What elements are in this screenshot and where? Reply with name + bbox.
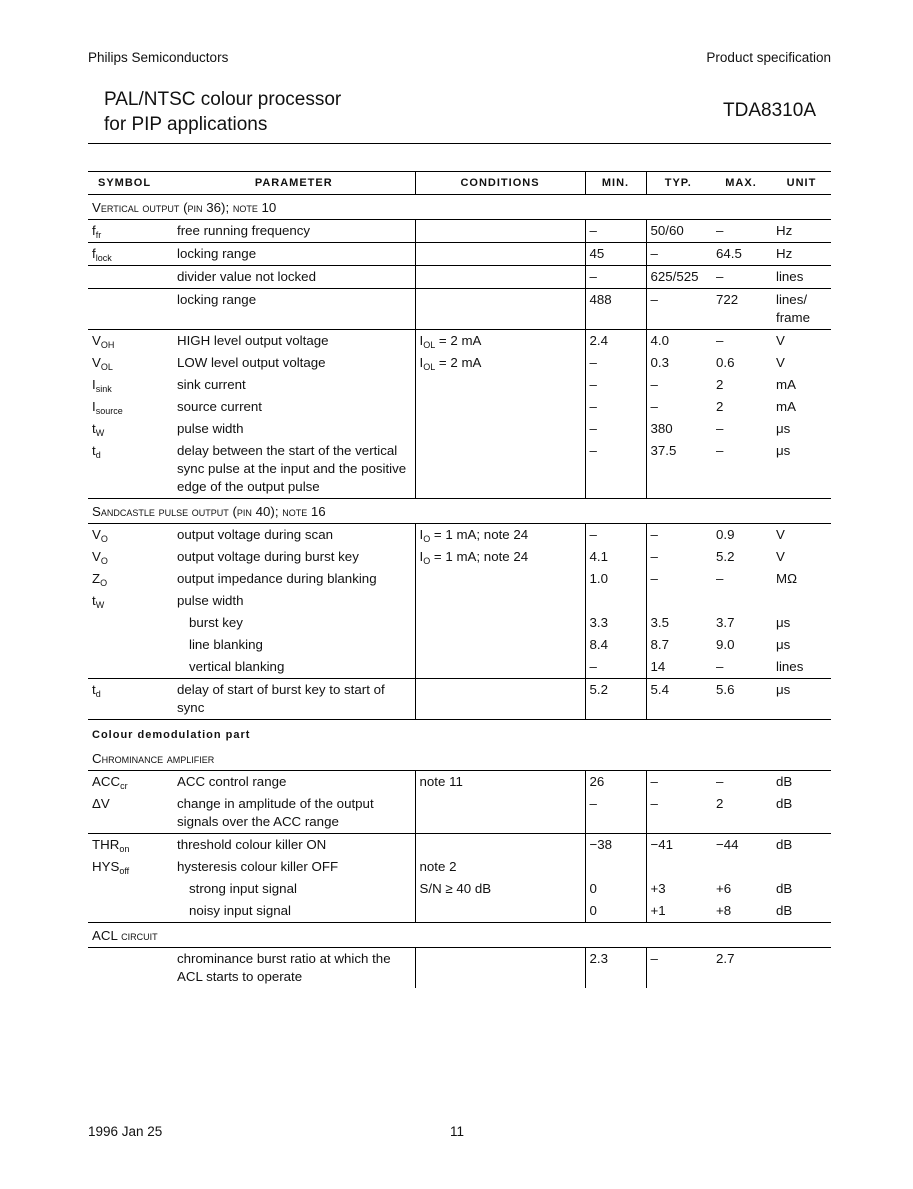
cell-max: 722 [710,289,772,330]
cell-symbol [88,524,173,547]
table-row [88,612,831,634]
cell-symbol [88,266,173,289]
cell-typ: – [646,546,710,568]
cell-conditions [415,289,585,330]
section-vertical-output [88,195,831,220]
cell-min: – [585,374,646,396]
symbol-subscript: O [100,534,108,544]
symbol-subscript: W [95,428,105,438]
symbol-text: f [92,223,96,238]
symbol-text: HYS [92,859,120,874]
cell-typ: 8.7 [646,634,710,656]
col-typ: TYP. [646,172,710,195]
table-row [88,440,831,499]
cell-conditions [415,834,585,857]
cell-parameter: output voltage during burst key [177,549,359,564]
cell-symbol [88,374,173,396]
cell-symbol [88,634,173,656]
cell-parameter: line blanking [189,637,263,652]
symbol-text: V [92,355,101,370]
symbol-text: THR [92,837,120,852]
cell-conditions [415,878,585,900]
cell-min: – [585,440,646,499]
cell-symbol [88,900,173,923]
cell-min: – [585,656,646,679]
cell-max: 2.7 [716,951,735,966]
cell-max: 2 [716,399,724,414]
cell-unit: dB [776,881,793,896]
cell-parameter: HIGH level output voltage [173,330,415,353]
cell-unit: mA [776,377,796,392]
cell-unit: mA [776,399,796,414]
cell-typ: – [646,243,710,266]
cell-parameter: locking range [173,289,415,330]
cell-unit: V [772,330,831,353]
cell-conditions [415,546,585,568]
conditions-text: I [419,355,424,370]
cell-typ: 5.4 [646,679,710,720]
symbol-subscript: d [95,450,101,460]
page-number: 11 [450,1124,465,1139]
table-row [88,546,831,568]
cell-parameter: delay between the start of the vertical sync pulse at the input and the positive edge of the output pulse [177,443,407,494]
cell-min: 3.3 [585,612,646,634]
symbol-text: ΔV [92,796,110,811]
cell-symbol [88,793,173,834]
symbol-subscript: source [95,406,123,416]
table-row [88,590,831,612]
cell-conditions [415,374,585,396]
conditions-rest: = 2 mA [435,333,482,348]
cell-unit: μs [776,637,791,652]
cell-min: 2.3 [585,948,646,989]
cell-parameter: divider value not locked [173,266,415,289]
table-row [88,396,831,418]
table-row [88,266,831,289]
cell-parameter: noisy input signal [189,903,292,918]
cell-unit [772,856,831,878]
cell-symbol [88,440,173,499]
header-company: Philips Semiconductors [88,50,229,65]
cell-symbol [88,612,173,634]
cell-unit [772,948,831,989]
cell-symbol [88,289,173,330]
cell-parameter: threshold colour killer ON [173,834,415,857]
table-row [88,793,831,834]
cell-max: 0.9 [716,527,735,542]
section-title: Chrominance amplifier [88,746,831,771]
cell-max: – [716,223,724,238]
title-line-1: PAL/NTSC colour processor [104,89,342,110]
cell-min: 5.2 [585,679,646,720]
cell-typ [646,856,710,878]
symbol-text: t [92,421,96,436]
cell-typ: – [646,793,710,834]
table-row [88,771,831,794]
document-title [104,87,341,137]
cell-typ: +1 [646,900,710,923]
cell-max: 3.7 [716,615,735,630]
cell-conditions [415,634,585,656]
cell-symbol [88,220,173,243]
cell-parameter: free running frequency [177,223,311,238]
cell-min: 4.1 [585,546,646,568]
section-title: Colour demodulation part [88,720,831,747]
symbol-text: I [92,377,96,392]
cell-min: 1.0 [585,568,646,590]
header-doc-type: Product specification [706,50,831,65]
symbol-subscript: sink [95,384,112,394]
cell-unit: V [776,527,785,542]
cell-parameter: pulse width [177,421,244,436]
symbol-text: V [92,527,101,542]
table-header-row [88,172,831,195]
cell-parameter: change in amplitude of the output signals over the ACC range [177,796,374,829]
col-unit: UNIT [772,172,831,195]
cell-conditions [415,352,585,374]
cell-unit: μs [776,421,791,436]
cell-symbol [88,243,173,266]
cell-typ: 3.5 [646,612,710,634]
cell-typ: 14 [646,656,710,679]
cell-parameter: delay of start of burst key to start of sync [173,679,415,720]
cell-max: 5.6 [710,679,772,720]
cell-typ [646,590,710,612]
cell-unit: μs [776,615,791,630]
cell-typ: 4.0 [646,330,710,353]
col-conditions: CONDITIONS [415,172,585,195]
cell-min: 0 [585,878,646,900]
table-row [88,948,831,989]
cell-symbol [88,396,173,418]
cell-symbol [88,568,173,590]
table-row [88,900,831,923]
cell-max: – [716,443,724,458]
cell-max: −44 [710,834,772,857]
cell-typ: – [646,374,710,396]
cell-conditions [415,524,585,547]
table-row [88,220,831,243]
col-parameter: PARAMETER [173,172,415,195]
cell-unit: lines [776,659,804,674]
cell-symbol [88,352,173,374]
conditions-subscript: OL [423,362,436,372]
table-row [88,878,831,900]
cell-typ: – [646,524,710,547]
symbol-text: I [92,399,96,414]
section-title: Vertical output (pin 36); note 10 [88,195,831,220]
cell-max: 2 [716,796,724,811]
cell-max: – [710,330,772,353]
cell-symbol [88,418,173,440]
symbol-subscript: OH [100,340,115,350]
cell-max: – [716,659,724,674]
cell-typ: – [646,771,710,794]
symbol-text: ACC [92,774,121,789]
symbol-text: V [92,549,101,564]
cell-conditions [415,266,585,289]
cell-unit: Hz [772,243,831,266]
cell-typ: −41 [646,834,710,857]
conditions-subscript: OL [423,340,436,350]
cell-min [585,590,646,612]
cell-parameter: output impedance during blanking [177,571,377,586]
cell-conditions [415,793,585,834]
cell-min: −38 [585,834,646,857]
cell-max: 0.6 [716,355,735,370]
cell-max: – [716,774,724,789]
conditions-text: note 2 [419,859,457,874]
cell-parameter: pulse width [177,593,244,608]
cell-min: 488 [585,289,646,330]
cell-max: 9.0 [716,637,735,652]
table-row [88,352,831,374]
cell-unit: dB [776,796,793,811]
section-chrominance-amplifier [88,746,831,771]
cell-unit: Hz [776,223,793,238]
section-acl-circuit [88,923,831,948]
cell-unit: lines/ frame [772,289,831,330]
cell-unit: dB [776,774,793,789]
cell-max: 2 [716,377,724,392]
table-row [88,656,831,679]
symbol-subscript: OL [100,362,113,372]
cell-max: – [716,571,724,586]
table-row [88,679,831,720]
symbol-subscript: cr [120,781,128,791]
symbol-subscript: O [100,578,108,588]
symbol-subscript: off [119,866,130,876]
cell-typ: 625/525 [646,266,710,289]
cell-unit [772,590,831,612]
cell-max: 64.5 [710,243,772,266]
cell-min [585,856,646,878]
cell-unit: μs [772,679,831,720]
cell-symbol [88,679,173,720]
table-row [88,568,831,590]
table-row [88,834,831,857]
cell-min: – [585,396,646,418]
cell-typ: 37.5 [646,440,710,499]
conditions-rest: = 2 mA [435,355,482,370]
cell-conditions [415,612,585,634]
table-row [88,289,831,330]
conditions-text: note 11 [419,774,463,789]
table-row [88,418,831,440]
symbol-text: V [92,333,101,348]
header-rule [88,143,831,144]
cell-typ: – [646,948,710,989]
cell-unit: V [776,549,785,564]
cell-unit: MΩ [776,571,798,586]
conditions-text: I [419,527,424,542]
cell-parameter: hysteresis colour killer OFF [177,859,339,874]
conditions-text: I [419,549,424,564]
cell-typ: – [646,568,710,590]
table-row [88,634,831,656]
cell-symbol [88,771,173,794]
cell-typ: +3 [646,878,710,900]
cell-conditions [415,771,585,794]
cell-min: – [585,524,646,547]
cell-parameter: strong input signal [189,881,297,896]
part-number: TDA8310A [723,100,816,121]
cell-typ: 50/60 [646,220,710,243]
cell-conditions [415,900,585,923]
cell-min: 45 [585,243,646,266]
cell-unit: μs [776,443,791,458]
cell-max: – [716,421,724,436]
cell-parameter: output voltage during scan [177,527,333,542]
cell-max: +8 [716,903,732,918]
section-sandcastle-output [88,499,831,524]
cell-conditions [415,220,585,243]
section-title: ACL circuit [88,923,831,948]
cell-conditions [415,679,585,720]
symbol-text: t [92,682,96,697]
symbol-text: t [92,593,96,608]
cell-min: 2.4 [585,330,646,353]
cell-min: – [585,352,646,374]
cell-conditions [415,856,585,878]
cell-max: – [710,266,772,289]
symbol-subscript: fr [95,230,102,240]
section-colour-demodulation [88,720,831,747]
cell-conditions [415,330,585,353]
table-row [88,330,831,353]
conditions-text: S/N ≥ 40 dB [419,881,492,896]
cell-conditions [415,948,585,989]
cell-conditions [415,243,585,266]
cell-parameter: ACC control range [177,774,287,789]
conditions-text: I [419,333,424,348]
cell-typ: 380 [646,418,710,440]
cell-min: 8.4 [585,634,646,656]
title-line-2: for PIP applications [104,114,268,135]
col-max: MAX. [710,172,772,195]
cell-symbol [88,546,173,568]
cell-conditions [415,440,585,499]
cell-parameter: source current [177,399,262,414]
cell-parameter: vertical blanking [189,659,285,674]
cell-min: – [585,220,646,243]
symbol-subscript: d [95,689,101,699]
symbol-subscript: on [119,844,130,854]
symbol-subscript: O [100,556,108,566]
cell-unit: dB [776,903,793,918]
cell-max: 5.2 [716,549,735,564]
cell-symbol [88,590,173,612]
cell-max: +6 [716,881,732,896]
symbol-text: Z [92,571,101,586]
cell-symbol [88,856,173,878]
cell-conditions [415,418,585,440]
cell-min: – [585,418,646,440]
conditions-subscript: O [423,534,431,544]
cell-min: – [585,793,646,834]
cell-unit: dB [772,834,831,857]
cell-parameter: chrominance burst ratio at which the ACL starts to operate [177,951,391,984]
cell-symbol [88,330,173,353]
cell-max [710,856,772,878]
cell-parameter: burst key [189,615,243,630]
cell-parameter: sink current [177,377,246,392]
cell-symbol [88,948,173,989]
table-row [88,243,831,266]
cell-conditions [415,396,585,418]
cell-symbol [88,878,173,900]
cell-parameter: locking range [173,243,415,266]
cell-conditions [415,590,585,612]
symbol-text: f [92,246,96,261]
col-min: MIN. [585,172,646,195]
cell-conditions [415,568,585,590]
cell-typ: – [646,396,710,418]
characteristics-table [88,171,831,988]
table-row [88,374,831,396]
cell-unit: lines [772,266,831,289]
cell-typ: 0.3 [646,352,710,374]
col-symbol: SYMBOL [88,172,173,195]
section-title: Sandcastle pulse output (pin 40); note 16 [88,499,831,524]
conditions-rest: = 1 mA; note 24 [430,549,529,564]
table-row [88,856,831,878]
symbol-subscript: W [95,600,105,610]
cell-unit: V [776,355,785,370]
cell-symbol [88,656,173,679]
cell-typ: – [646,289,710,330]
cell-min: 0 [585,900,646,923]
cell-symbol [88,834,173,857]
table-row [88,524,831,547]
cell-min: – [585,266,646,289]
symbol-subscript: lock [95,253,112,263]
cell-max [710,590,772,612]
footer-date: 1996 Jan 25 [88,1124,163,1139]
cell-conditions [415,656,585,679]
conditions-subscript: O [423,556,431,566]
conditions-rest: = 1 mA; note 24 [430,527,529,542]
cell-min: 26 [585,771,646,794]
cell-parameter: LOW level output voltage [177,355,326,370]
symbol-text: t [92,443,96,458]
